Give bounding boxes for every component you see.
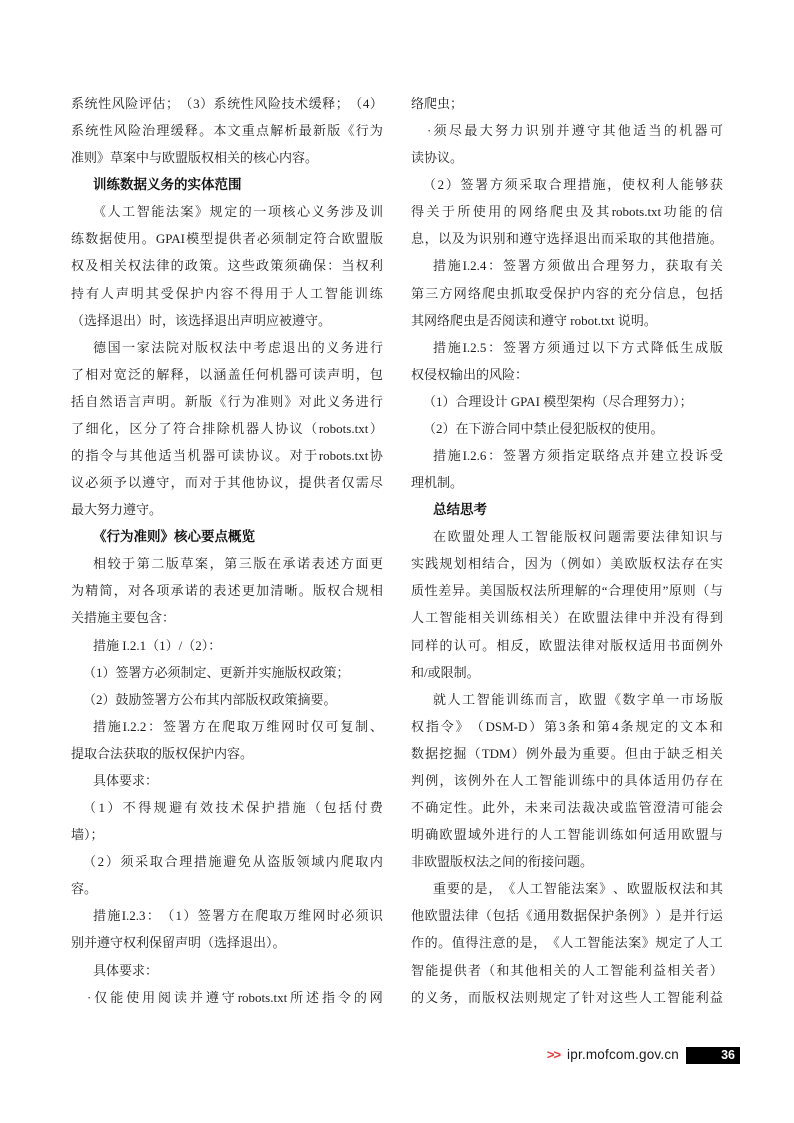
section-heading: 训练数据义务的实体范围	[93, 177, 242, 193]
text-line: 质 性 差 异 。 美 国 版 权 法 所 理 解 的 “ 合 理 使 用 ” 原 则 （ 与	[411, 583, 723, 599]
section-heading: 《行为准则》核心要点概览	[93, 529, 255, 545]
text-line: 最大努力遵守。	[71, 502, 163, 518]
text-line: 在 欧 盟 处 理 人 工 智 能 版 权 问 题 需 要 法 律 知 识 与	[433, 529, 723, 545]
text-line: 议 必 须 予 以 遵 守 ， 而 对 于 其 他 协 议 ， 提 供 者 仅 需 尽	[71, 475, 383, 491]
text-line: 措施 I.2.1（1）/（2）：	[93, 637, 222, 653]
text-line: 不 确 定 性 。 此 外 ， 未 来 司 法 裁 决 或 监 管 澄 清 可 能 会	[411, 800, 723, 816]
text-line: 息 ， 以 及 为 识 别 和 遵 守 选 择 退 出 而 采 取 的 其 他 措 施 。	[411, 231, 723, 247]
page-footer	[0, 1046, 740, 1064]
text-line: 《 人 工 智 能 法 案 》 规 定 的 一 项 核 心 义 务 涉 及 训	[93, 204, 383, 220]
text-line: 得 关 于 所 使 用 的 网 络 爬 虫 及 其 robots.txt 功 能 的 信	[411, 204, 723, 220]
text-line: 具体要求：	[93, 772, 159, 788]
text-line: 和/或限制。	[411, 664, 480, 680]
text-line: 准则》草案中与欧盟版权相关的核心内容。	[71, 150, 319, 166]
section-heading: 总结思考	[433, 502, 487, 518]
text-line: 第 三 方 网 络 爬 虫 抓 取 受 保 护 内 容 的 充 分 信 息 ， 包 括	[411, 285, 723, 301]
page-number-badge: 36	[686, 1047, 740, 1064]
text-line: 相 较 于 第 二 版 草 案 ， 第 三 版 在 承 诺 表 述 方 面 更	[93, 556, 383, 572]
text-line: 措 施 I.2.2 ： 签 署 方 在 爬 取 万 维 网 时 仅 可 复 制 、	[93, 718, 383, 734]
text-line: 关措施主要包含：	[71, 610, 176, 626]
text-line: 明 确 欧 盟 域 外 进 行 的 人 工 智 能 训 练 如 何 适 用 欧 盟 与	[411, 827, 723, 843]
text-line: 的 指 令 与 其 他 适 当 机 器 可 读 协 议 。 对 于 robots.txt 协	[71, 448, 383, 464]
text-line: 就 人 工 智 能 训 练 而 言 ， 欧 盟 《 数 字 单 一 市 场 版	[433, 691, 723, 707]
text-line: 人 工 智 能 相 关 训 练 相 关 ） 在 欧 盟 法 律 中 并 没 有 得 到	[411, 610, 723, 626]
text-line: 重 要 的 是 ， 《 人 工 智 能 法 案 》 、 欧 盟 版 权 法 和 其	[433, 881, 723, 897]
text-line: 措 施 I.2.6 ： 签 署 方 须 指 定 联 络 点 并 建 立 投 诉 受	[433, 448, 723, 464]
text-line: （ 2 ） 须 采 取 合 理 措 施 避 免 从 盗 版 领 域 内 爬 取 内	[83, 854, 383, 870]
footer-website-url: ipr.mofcom.gov.cn	[567, 1047, 679, 1062]
text-line: 作 的 。 值 得 注 意 的 是 ， 《 人 工 智 能 法 案 》 规 定 了 人 工	[411, 935, 723, 951]
text-line: （1）签署方必须制定、更新并实施版权政策；	[83, 664, 350, 680]
text-line: 德 国 一 家 法 院 对 版 权 法 中 考 虑 退 出 的 义 务 进 行	[93, 339, 383, 355]
text-line: 同 样 的 认 可 。 相 反 ， 欧 盟 法 律 对 版 权 适 用 书 面 例 外	[411, 637, 723, 653]
text-line: （2）在下游合同中禁止侵犯版权的使用。	[423, 420, 664, 436]
text-line: 络爬虫；	[411, 96, 464, 111]
text-line: （1）合理设计 GPAI 模型架构（尽合理努力）；	[423, 393, 693, 409]
text-line: 他 欧 盟 法 律 （ 包 括 《 通 用 数 据 保 护 条 例 》 ） 是 并 行 运	[411, 908, 723, 924]
text-line: （选择退出）时，该选择退出声明应被遵守。	[71, 312, 332, 328]
text-line: 括 自 然 语 言 声 明 。 新 版 《 行 为 准 则 》 对 此 义 务 进 行	[71, 393, 383, 409]
text-line: 了 细 化 ， 区 分 了 符 合 排 除 机 器 人 协 议 （ robots.txt ）	[71, 420, 383, 436]
text-line: 具体要求：	[93, 962, 159, 978]
text-line: 权侵权输出的风险：	[411, 366, 529, 382]
text-column-right	[411, 90, 723, 1011]
text-line: 措 施 I.2.4 ： 签 署 方 须 做 出 合 理 努 力 ， 获 取 有 关	[433, 258, 723, 274]
text-line: 提取合法获取的版权保护内容。	[71, 745, 254, 761]
text-line: 了 相 对 宽 泛 的 解 释 ， 以 涵 盖 任 何 机 器 可 读 声 明 ， 包	[71, 366, 383, 382]
text-line: 练 数 据 使 用 。 GPAI 模 型 提 供 者 必 须 制 定 符 合 欧 盟 版	[71, 231, 383, 247]
text-line: 权 指 令 》 （ DSM-D ） 第 3 条 和 第 4 条 规 定 的 文 本 和	[411, 718, 723, 734]
text-line: 持 有 人 声 明 其 受 保 护 内 容 不 得 用 于 人 工 智 能 训 练	[71, 285, 383, 301]
text-line: 理机制。	[411, 475, 464, 491]
text-line: （ 2 ） 签 署 方 须 采 取 合 理 措 施 ， 使 权 利 人 能 够 获	[423, 177, 723, 193]
text-line: 非欧盟版权法之间的衔接问题。	[411, 854, 594, 870]
text-line: （2）鼓励签署方公布其内部版权政策摘要。	[83, 691, 337, 707]
text-line: 权 及 相 关 权 法 律 的 政 策 。 这 些 政 策 须 确 保 ： 当 权 利	[71, 258, 383, 274]
text-line: · 仅 能 使 用 阅 读 并 遵 守 robots.txt 所 述 指 令 的 网	[87, 989, 383, 1005]
text-line: 判 例 ， 该 例 外 在 人 工 智 能 训 练 中 的 具 体 适 用 仍 存 在	[411, 772, 723, 788]
text-line: 系 统 性 风 险 治 理 缓 释 。 本 文 重 点 解 析 最 新 版 《 行 为	[71, 123, 383, 139]
text-line: 容。	[71, 881, 98, 897]
text-line: 实 践 规 划 相 结 合 ， 因 为 （ 例 如 ） 美 欧 版 权 法 存 在 实	[411, 556, 723, 572]
text-line: （ 1 ） 不 得 规 避 有 效 技 术 保 护 措 施 （ 包 括 付 费	[83, 800, 383, 816]
text-column-left	[71, 90, 383, 1011]
text-line: 系 统 性 风 险 评 估 ； （ 3 ） 系 统 性 风 险 技 术 缓 释 ； （ 4 ）	[71, 96, 383, 111]
text-line: 措 施 I.2.3 ： （ 1 ） 签 署 方 在 爬 取 万 维 网 时 必 须 识	[93, 908, 383, 924]
text-line: 为 精 简 ， 对 各 项 承 诺 的 表 述 更 加 清 晰 。 版 权 合 规 相	[71, 583, 383, 599]
text-line: 其网络爬虫是否阅读和遵守 robot.txt 说明。	[411, 312, 657, 328]
text-line: 的 义 务 ， 而 版 权 法 则 规 定 了 针 对 这 些 人 工 智 能 利 益	[411, 989, 723, 1005]
text-line: 别并遵守权利保留声明（选择退出）。	[71, 935, 286, 951]
double-chevron-icon: >>	[546, 1047, 561, 1062]
page-content	[71, 90, 723, 1011]
text-line: · 须 尽 最 大 努 力 识 别 并 遵 守 其 他 适 当 的 机 器 可	[427, 123, 723, 139]
text-line: 墙）；	[71, 827, 104, 843]
text-line: 措 施 I.2.5 ： 签 署 方 须 通 过 以 下 方 式 降 低 生 成 版	[433, 339, 723, 355]
text-line: 读协议。	[411, 150, 464, 166]
text-line: 数 据 挖 掘 （ TDM ） 例 外 最 为 重 要 。 但 由 于 缺 乏 相 关	[411, 745, 723, 761]
text-line: 智 能 提 供 者 （ 和 其 他 相 关 的 人 工 智 能 利 益 相 关 者 ）	[411, 962, 723, 978]
